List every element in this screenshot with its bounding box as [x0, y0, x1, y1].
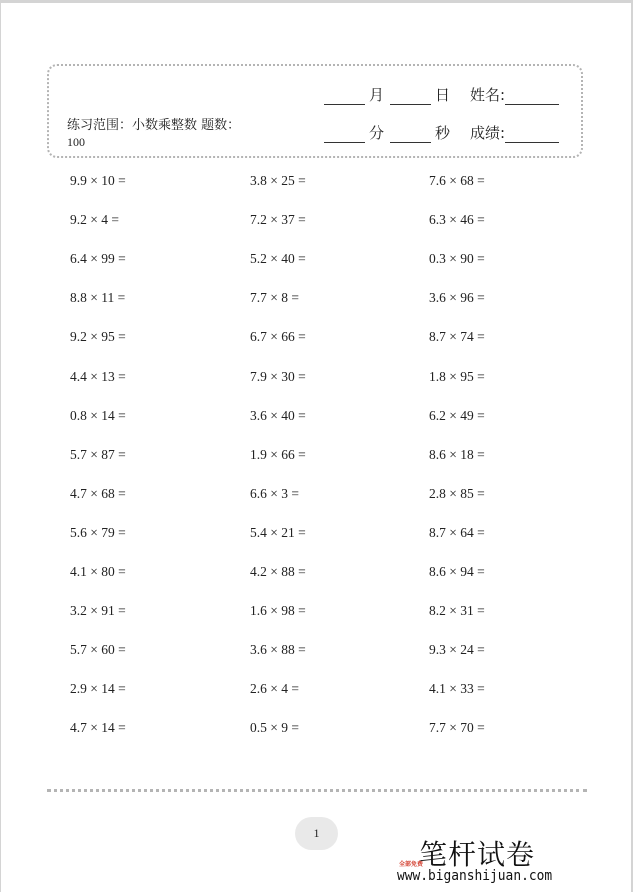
problem-item: 1.8 × 95 = [429, 368, 485, 384]
problem-item: 4.2 × 88 = [250, 564, 306, 579]
problem-item: 9.2 × 4 = [70, 212, 119, 228]
problem-item: 3.2 × 91 = [70, 603, 126, 619]
name-blank[interactable] [505, 88, 559, 105]
problem-item: 8.6 × 94 = [429, 564, 485, 579]
problem-item: 6.3 × 46 = [429, 212, 485, 228]
problem-item: 6.6 × 3 = [250, 485, 299, 501]
problem-item: 8.7 × 64 = [429, 524, 485, 540]
problem-item: 8.6 × 18 = [429, 446, 485, 462]
minute-label: 分 [369, 124, 385, 142]
problem-item: 5.4 × 21 = [250, 524, 306, 540]
problem-item: 5.2 × 40 = [250, 251, 306, 267]
problem-item: 7.9 × 30 = [250, 368, 306, 384]
page-number: 1 [295, 817, 338, 850]
minute-blank[interactable] [324, 126, 365, 143]
date-name-row [324, 84, 563, 105]
problem-item: 4.7 × 14 = [70, 720, 126, 736]
problem-item: 8.2 × 31 = [429, 603, 485, 619]
problem-item: 3.6 × 88 = [250, 642, 306, 658]
problem-item: 4.4 × 13 = [70, 368, 126, 384]
logo-url: www.biganshijuan.com [397, 868, 553, 884]
second-blank[interactable] [390, 126, 431, 143]
problem-item: 5.6 × 79 = [70, 524, 126, 540]
problem-item: 5.7 × 87 = [70, 446, 126, 462]
site-logo [399, 835, 579, 885]
worksheet-page [1, 3, 631, 892]
footer-divider [47, 789, 587, 792]
problem-item: 9.3 × 24 = [429, 642, 485, 658]
problem-item: 3.8 × 25 = [250, 173, 306, 188]
problem-item: 1.9 × 66 = [250, 446, 306, 462]
scope-label: 练习范围：小数乘整数 题数： [67, 118, 241, 133]
problem-item: 2.9 × 14 = [70, 681, 126, 697]
problem-item: 7.2 × 37 = [250, 212, 306, 228]
problem-item: 6.7 × 66 = [250, 329, 306, 345]
problem-item: 5.7 × 60 = [70, 642, 126, 658]
problem-item: 9.9 × 10 = [70, 173, 126, 188]
problem-item: 7.6 × 68 = [429, 173, 485, 188]
name-label: 姓名: [470, 86, 506, 104]
problem-item: 7.7 × 8 = [250, 290, 299, 306]
problem-item: 2.8 × 85 = [429, 485, 485, 501]
day-label: 日 [435, 86, 451, 104]
problem-item: 4.7 × 68 = [70, 485, 126, 501]
problem-item: 4.1 × 33 = [429, 681, 485, 697]
problem-item: 0.5 × 9 = [250, 720, 299, 736]
month-label: 月 [369, 86, 385, 104]
problem-item: 4.1 × 80 = [70, 564, 126, 579]
problem-item: 0.8 × 14 = [70, 407, 126, 423]
day-blank[interactable] [390, 88, 431, 105]
logo-free-tag: 全部免费 [399, 861, 424, 868]
logo-title: 笔杆试卷 [419, 838, 536, 871]
problem-item: 9.2 × 95 = [70, 329, 126, 345]
problem-item: 7.7 × 70 = [429, 720, 485, 736]
problem-item: 2.6 × 4 = [250, 681, 299, 697]
exercise-scope [67, 117, 267, 151]
problem-item: 8.7 × 74 = [429, 329, 485, 345]
second-label: 秒 [435, 124, 451, 142]
month-blank[interactable] [324, 88, 365, 105]
header-box [47, 64, 583, 158]
problem-item: 0.3 × 90 = [429, 251, 485, 267]
score-blank[interactable] [505, 126, 559, 143]
problem-item: 1.6 × 98 = [250, 603, 306, 619]
question-count: 100 [67, 135, 85, 149]
score-label: 成绩: [470, 124, 506, 142]
time-score-row [324, 122, 563, 143]
problem-item: 3.6 × 40 = [250, 407, 306, 423]
problem-item: 6.4 × 99 = [70, 251, 126, 267]
problem-item: 6.2 × 49 = [429, 407, 485, 423]
problem-item: 3.6 × 96 = [429, 290, 485, 306]
problem-item: 8.8 × 11 = [70, 290, 126, 306]
